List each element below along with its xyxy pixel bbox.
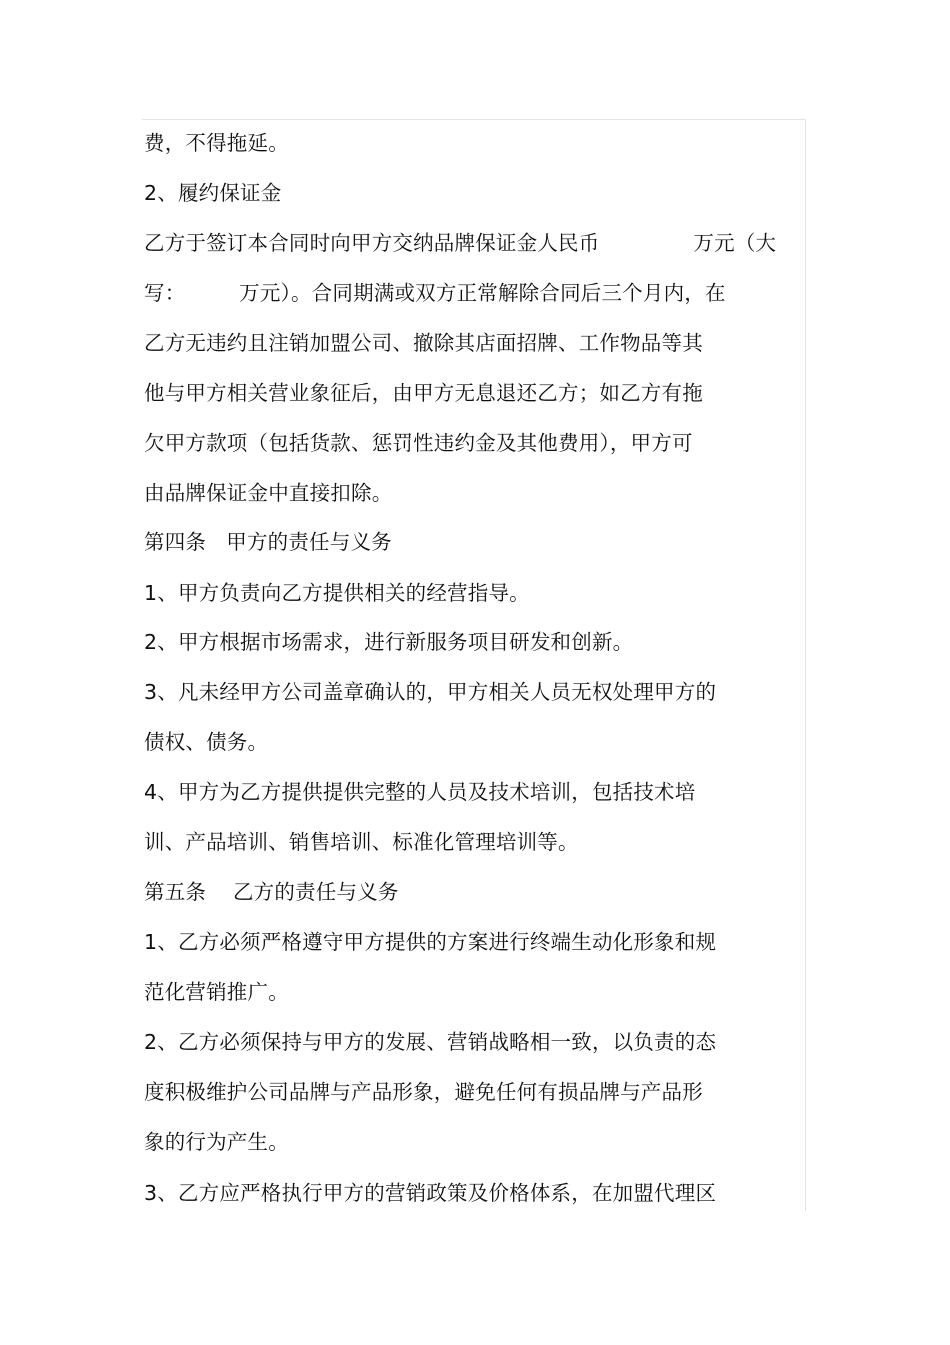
- text-line: 象的行为产生。: [144, 1130, 289, 1154]
- text-line: 度积极维护公司品牌与产品形象，避免任何有损品牌与产品形: [144, 1080, 703, 1104]
- text-line: 他与甲方相关营业象征后，由甲方无息退还乙方；如乙方有拖: [144, 381, 703, 405]
- text-line: 3、乙方应严格执行甲方的营销政策及价格体系，在加盟代理区: [144, 1181, 717, 1205]
- article-heading: 第四条 甲方的责任与义务: [144, 530, 392, 554]
- text-line: 3、凡未经甲方公司盖章确认的，甲方相关人员无权处理甲方的: [144, 680, 717, 704]
- text-line: 欠甲方款项（包括货款、惩罚性违约金及其他费用），甲方可: [144, 431, 693, 455]
- text-line: 乙方无违约且注销加盟公司、撤除其店面招牌、工作物品等其: [144, 331, 703, 355]
- text-line: 范化营销推广。: [144, 980, 289, 1004]
- text-line: 4、甲方为乙方提供提供完整的人员及技术培训，包括技术培: [144, 780, 696, 804]
- text-line: 费，不得拖延。: [144, 131, 289, 155]
- article-heading: 第五条 乙方的责任与义务: [144, 880, 399, 904]
- text-line: 由品牌保证金中直接扣除。: [144, 481, 393, 505]
- text-line: 1、甲方负责向乙方提供相关的经营指导。: [144, 581, 530, 605]
- text-line: 债权、债务。: [144, 730, 269, 754]
- text-line: 乙方于签订本合同时向甲方交纳品牌保证金人民币 万元（大: [144, 231, 777, 255]
- text-line: 2、履约保证金: [144, 181, 282, 205]
- text-line: 训、产品培训、销售培训、标准化管理培训等。: [144, 830, 579, 854]
- text-line: 1、乙方必须严格遵守甲方提供的方案进行终端生动化形象和规: [144, 930, 717, 954]
- text-line: 2、甲方根据市场需求，进行新服务项目研发和创新。: [144, 630, 634, 654]
- text-line: 写： 万元）。合同期满或双方正常解除合同后三个月内，在: [144, 281, 726, 305]
- text-line: 2、乙方必须保持与甲方的发展、营销战略相一致，以负责的态: [144, 1030, 717, 1054]
